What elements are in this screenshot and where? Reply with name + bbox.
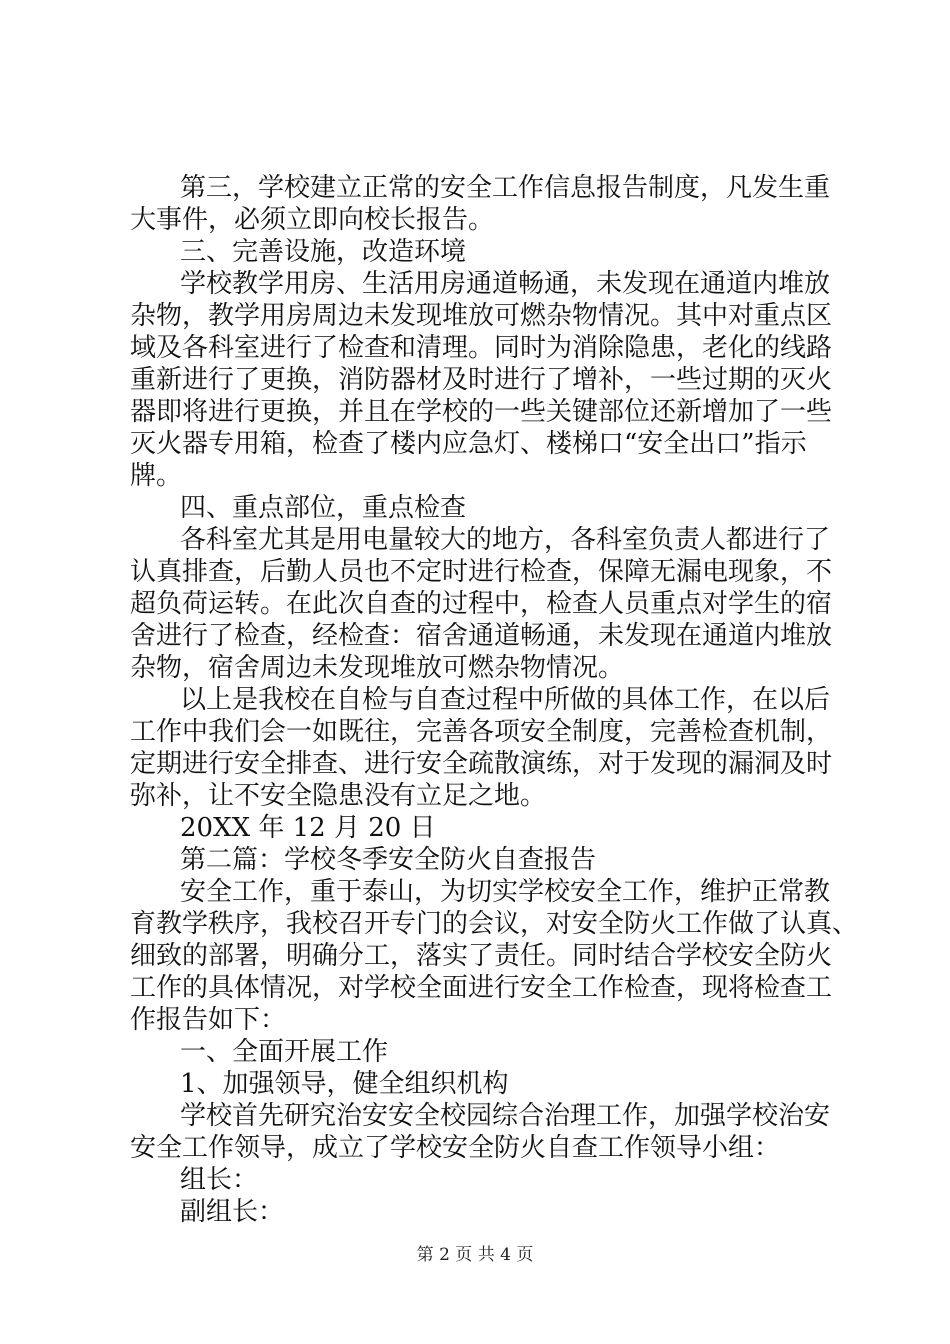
text-line: 灭火器专用箱，检查了楼内应急灯、楼梯口“安全出口”指示 xyxy=(130,429,807,459)
text-line: 20XX 年 12 月 20 日 xyxy=(180,813,436,843)
text-line: 三、完善设施，改造环境 xyxy=(180,237,467,267)
text-line: 各科室尤其是用电量较大的地方，各科室负责人都进行了 xyxy=(180,525,831,555)
text-line: 1、加强领导，健全组织机构 xyxy=(180,1069,509,1099)
text-line: 认真排查，后勤人员也不定时进行检查，保障无漏电现象，不 xyxy=(130,557,833,587)
text-line: 超负荷运转。在此次自查的过程中，检查人员重点对学生的宿 xyxy=(130,589,833,619)
text-line: 器即将进行更换，并且在学校的一些关键部位还新增加了一些 xyxy=(130,397,833,427)
text-line: 域及各科室进行了检查和清理。同时为消除隐患，老化的线路 xyxy=(130,333,833,363)
text-line: 杂物，宿舍周边未发现堆放可燃杂物情况。 xyxy=(130,653,625,683)
text-line: 细致的部署，明确分工，落实了责任。同时结合学校安全防火 xyxy=(130,941,833,971)
text-line: 第二篇：学校冬季安全防火自查报告 xyxy=(180,845,597,875)
text-line: 舍进行了检查，经检查：宿舍通道畅通，未发现在通道内堆放 xyxy=(130,621,833,651)
text-line: 学校教学用房、生活用房通道畅通，未发现在通道内堆放 xyxy=(180,269,831,299)
text-line: 第三，学校建立正常的安全工作信息报告制度，凡发生重 xyxy=(180,173,831,203)
text-line: 弥补，让不安全隐患没有立足之地。 xyxy=(130,781,547,811)
text-line: 安全工作领导，成立了学校安全防火自查工作领导小组： xyxy=(130,1133,781,1163)
text-line: 杂物，教学用房周边未发现堆放可燃杂物情况。其中对重点区 xyxy=(130,301,833,331)
text-line: 安全工作，重于泰山，为切实学校安全工作，维护正常教 xyxy=(180,877,831,907)
text-line: 育教学秩序，我校召开专门的会议，对安全防火工作做了认真、 xyxy=(130,909,859,939)
text-line: 重新进行了更换，消防器材及时进行了增补，一些过期的灭火 xyxy=(130,365,833,395)
text-line: 大事件，必须立即向校长报告。 xyxy=(130,205,495,235)
text-line: 工作的具体情况，对学校全面进行安全工作检查，现将检查工 xyxy=(130,973,833,1003)
text-line: 四、重点部位，重点检查 xyxy=(180,493,467,523)
text-line: 以上是我校在自检与自查过程中所做的具体工作，在以后 xyxy=(180,685,831,715)
text-line: 定期进行安全排查、进行安全疏散演练，对于发现的漏洞及时 xyxy=(130,749,833,779)
text-line: 工作中我们会一如既往，完善各项安全制度，完善检查机制， xyxy=(130,717,833,747)
text-line: 副组长： xyxy=(180,1197,285,1227)
page-footer: 第 2 页 共 4 页 xyxy=(416,1245,534,1265)
text-line: 组长： xyxy=(180,1165,259,1195)
document-body xyxy=(130,172,859,1228)
text-line: 牌。 xyxy=(130,461,183,491)
text-line: 学校首先研究治安安全校园综合治理工作，加强学校治安 xyxy=(180,1101,831,1131)
text-line: 一、全面开展工作 xyxy=(180,1037,389,1067)
text-line: 作报告如下： xyxy=(130,1005,287,1035)
